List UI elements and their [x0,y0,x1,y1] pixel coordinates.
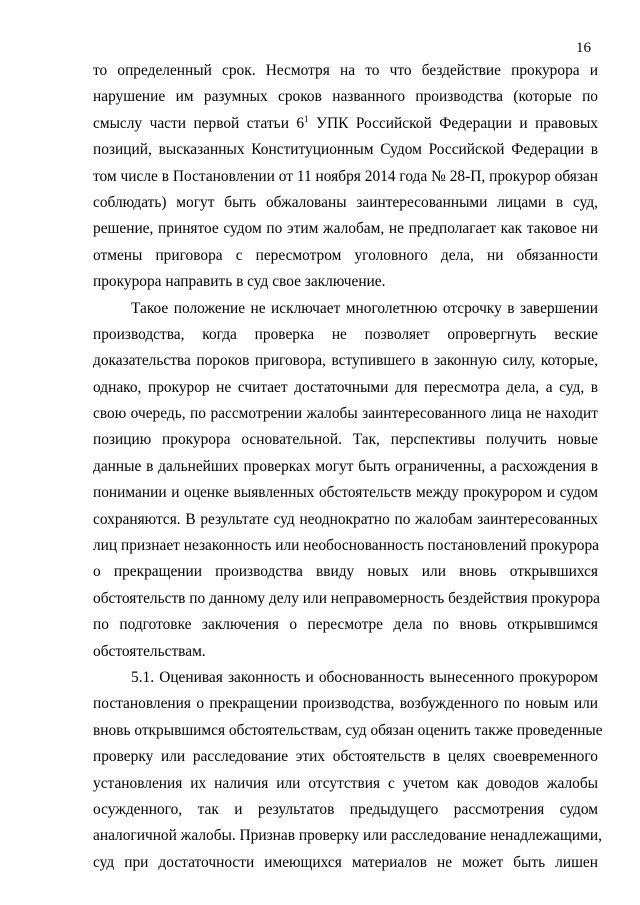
text-line: суд при достаточности имеющихся материалов не может быть лишен [93,853,598,871]
text-line: постановления о прекращении производства, возбужденного по новым или [93,695,598,713]
text-line: 5.1. Оценивая законность и обоснованность вынесенного прокурором [131,668,598,686]
text-line: аналогичной жалобы. Признав проверку или расследование ненадлежащими, [93,827,602,845]
text-line: соблюдать) могут быть обжалованы заинтересованными лицами в суд, [93,193,598,211]
text-line: производства, когда проверка не позволяет опровергнуть веские [93,325,598,343]
text-line: Такое положение не исключает многолетнюю отсрочку в завершении [131,299,598,317]
text-line: данные в дальнейших проверках могут быть ограниченны, а расхождения в [93,457,598,475]
text-line: по подготовке заключения о пересмотре дела по вновь открывшимся [93,616,598,634]
text-fragment: УПК Российской Федерации и правовых [308,114,598,132]
text-line: позицию прокурора основательной. Так, перспективы получить новые [93,431,598,449]
text-line: осужденного, так и результатов предыдущего рассмотрения судом [93,800,598,818]
text-line: обстоятельств по данному делу или неправомерность бездействия прокурора [93,589,601,607]
paragraph-1 [93,58,598,296]
text-fragment: смыслу части первой статьи 6 [93,114,305,132]
text-line: однако, прокурор не считает достаточными для пересмотра дела, а суд, в [93,378,598,396]
text-line: сохраняются. В результате суд неоднократно по жалобам заинтересованных [93,510,598,528]
text-line: лиц признает незаконность или необоснованность постановлений прокурора [93,537,600,555]
text-line: прокурора направить в суд свое заключение. [93,273,386,291]
superscript: 1 [304,113,309,124]
text-line: о прекращении производства ввиду новых или вновь открывшихся [93,563,598,581]
text-line: том числе в Постановлении от 11 ноября 2014 года № 28-П, прокурор обязан [93,167,598,185]
paragraph-2 [93,296,601,665]
page-number: 16 [576,40,591,56]
text-line: вновь открывшимся обстоятельствам, суд обязан оценить также проведенные [93,721,603,739]
text-line: отмены приговора с пересмотром уголовного дела, ни обязанности [93,246,598,264]
text-line: установления их наличия или отсутствия с учетом как доводов жалобы [93,774,598,792]
text-line-with-superscript [93,111,598,137]
text-line: проверку или расследование этих обстоятельств в целях своевременного [93,748,598,766]
text-line: нарушение им разумных сроков названного производства (которые по [93,88,598,106]
paragraph-3 [93,665,603,876]
text-line: то определенный срок. Несмотря на то что бездействие прокурора и [93,62,598,79]
text-line: понимании и оценке выявленных обстоятельств между прокурором и судом [93,484,598,502]
text-line: позиций, высказанных Конституционным Судом Российской Федерации в [93,141,598,159]
text-line: обстоятельствам. [93,642,206,660]
document-body [93,58,603,876]
text-line: решение, принятое судом по этим жалобам, не предполагает как таковое ни [93,220,598,238]
text-line: свою очередь, по рассмотрении жалобы заинтересованного лица не находит [93,405,598,423]
text-line: доказательства пороков приговора, вступившего в законную силу, которые, [93,352,598,370]
